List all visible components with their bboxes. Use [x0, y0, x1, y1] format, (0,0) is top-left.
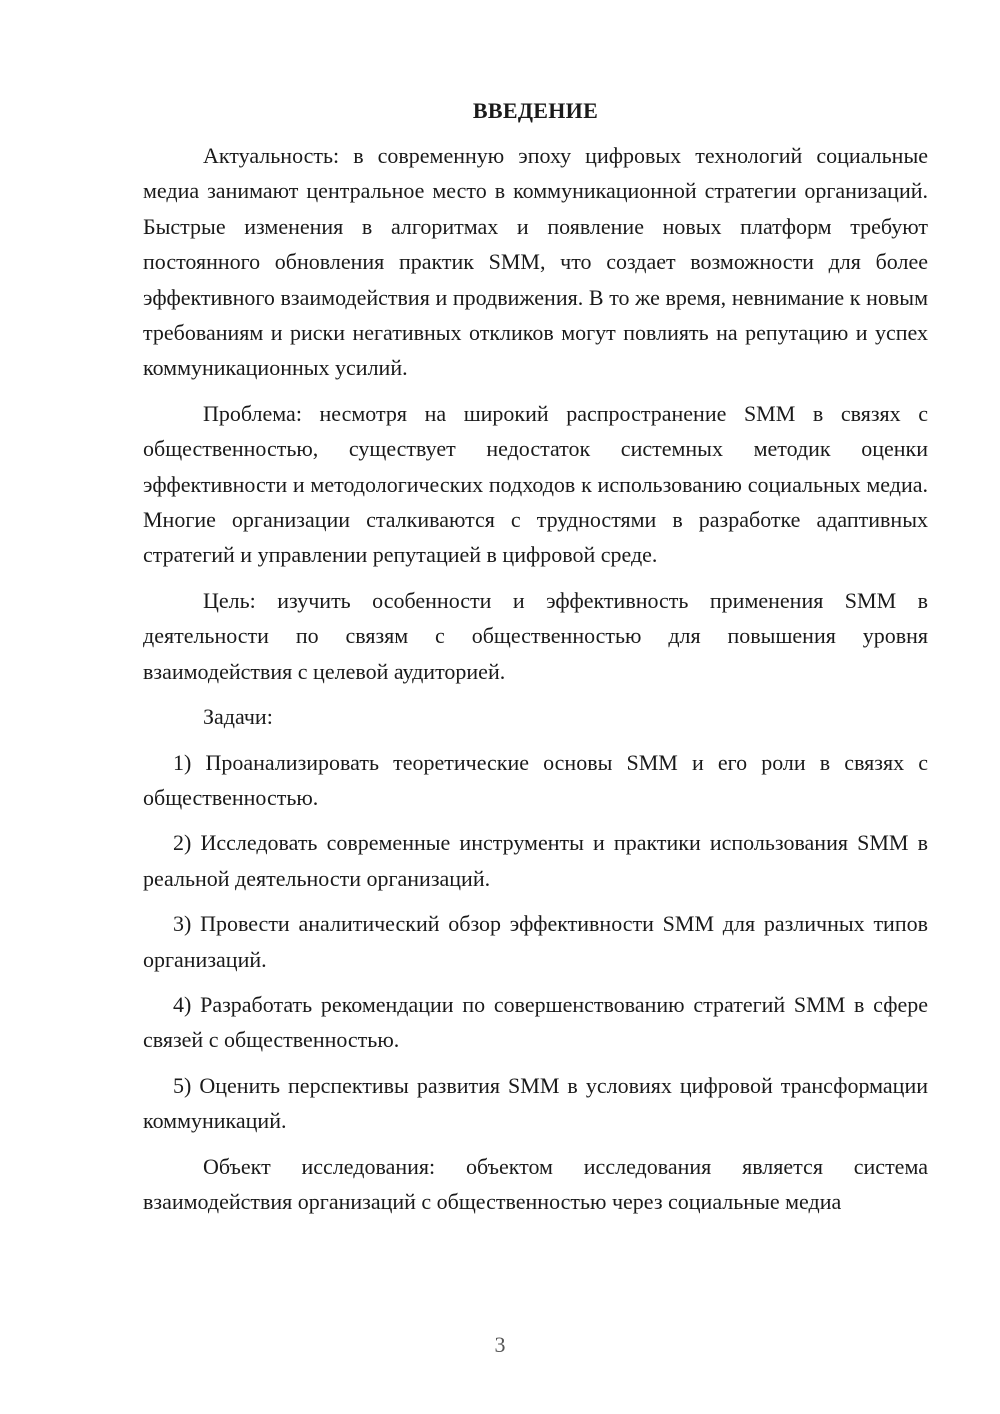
- task-item-2: 2) Исследовать современные инструменты и практики использования SMM в реальной деятельности организаций.: [143, 830, 928, 891]
- task-item-3: 3) Провести аналитический обзор эффективности SMM для различных типов организаций.: [143, 911, 928, 972]
- task-item-1: 1) Проанализировать теоретические основы SMM и его роли в связях с общественностью.: [143, 749, 928, 810]
- paragraph-research-object: Объект исследования: объектом исследования является система взаимодействия организаций с общественностью через социальные медиа: [143, 1153, 928, 1214]
- task-item-4: 4) Разработать рекомендации по совершенствованию стратегий SMM в сфере связей с общественностью.: [143, 991, 928, 1053]
- paragraph-tasks-heading: Задачи:: [203, 704, 273, 730]
- task-item-5: 5) Оценить перспективы развития SMM в условиях цифровой трансформации коммуникаций.: [143, 1072, 928, 1134]
- page-title: ВВЕДЕНИЕ: [472, 98, 599, 123]
- page-content: [143, 96, 928, 1219]
- page-number: 3: [494, 1332, 506, 1357]
- paragraph-goal: Цель: изучить особенности и эффективность применения SMM в деятельности по связям с общественностью для повышения уровня взаимодействия с целевой аудиторией.: [143, 587, 928, 684]
- paragraph-relevance: Актуальность: в современную эпоху цифровых технологий социальные медиа занимают центральное место в коммуникационной стратегии организаций. Быстрые изменения в алгоритмах и появление новых платформ требуют постоянного обновления практик SMM, что создает возможности для более эффективного взаимодействия и продвижения. В то же время, невнимание к новым требованиям и риски негативных откликов могут повлиять на репутацию и успех коммуникационных усилий.: [143, 143, 928, 381]
- paragraph-problem: Проблема: несмотря на широкий распространение SMM в связях с общественностью, существует недостаток системных методик оценки эффективности и методологических подходов к использованию социальных медиа. Многие организации сталкиваются с трудностями в разработке адаптивных стратегий и управлении репутацией в цифровой среде.: [143, 400, 928, 568]
